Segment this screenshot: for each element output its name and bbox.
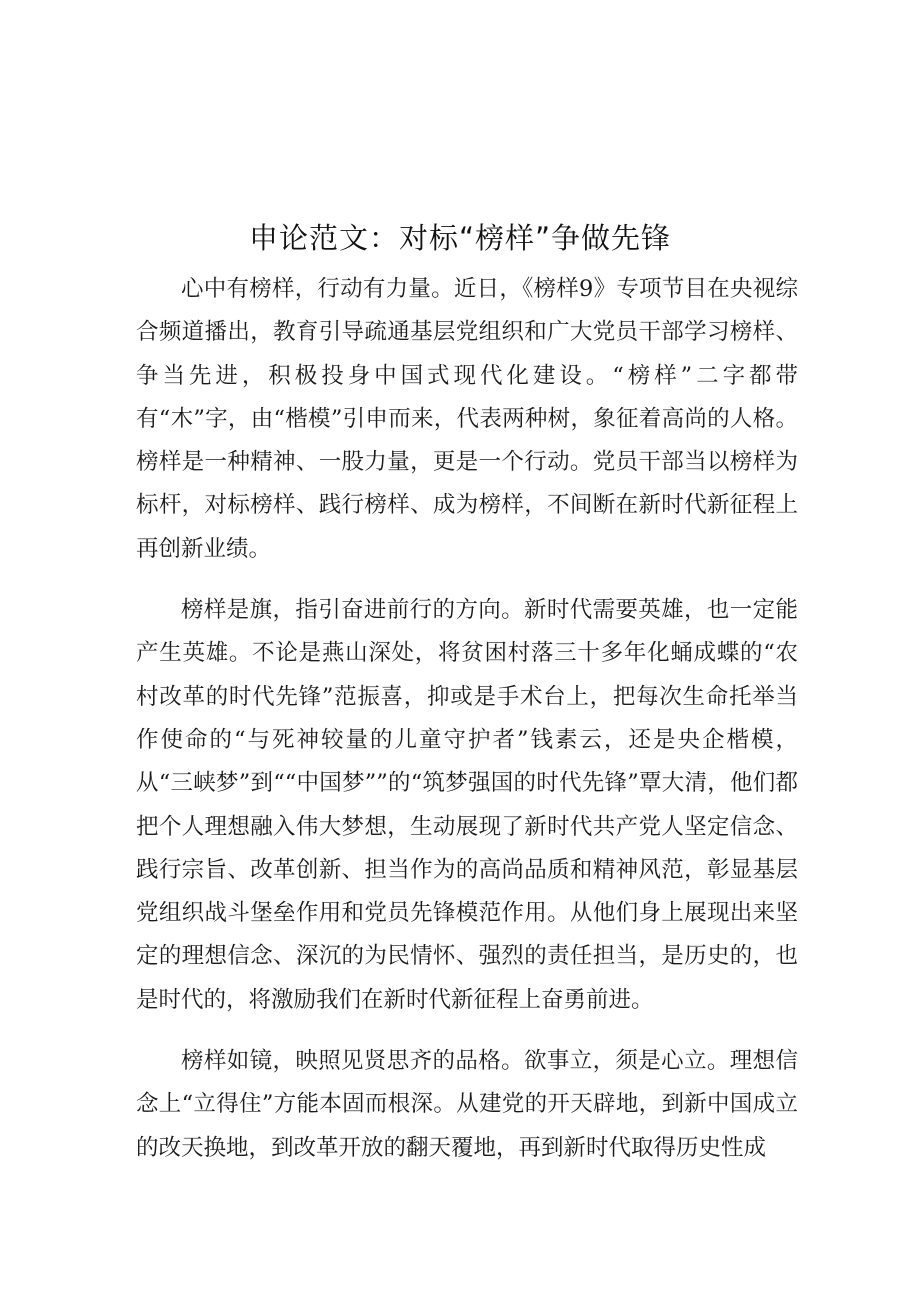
- paragraph-3: 榜样如镜，映照见贤思齐的品格。欲事立，须是心立。理想信念上“立得住”方能本固而根深。从建党的开天辟地，到新中国成立的改天换地，到改革开放的翻天覆地，再到新时代取得历史性成: [136, 1048, 798, 1161]
- paragraph-1: 心中有榜样，行动有力量。近日，《榜样9》专项节目在央视综合频道播出，教育引导疏通基层党组织和广大党员干部学习榜样、争当先进，积极投身中国式现代化建设。“榜样”二字都带有“木”字，由“楷模”引申而来，代表两种树，象征着高尚的人格。榜样是一种精神、一股力量，更是一个行动。党员干部当以榜样为标杆，对标榜样、践行榜样、成为榜样，不间断在新时代新征程上再创新业绩。: [136, 276, 798, 562]
- paragraph-2: 榜样是旗，指引奋进前行的方向。新时代需要英雄，也一定能产生英雄。不论是燕山深处，将贫困村落三十多年化蛹成蝶的“农村改革的时代先锋”范振喜，抑或是手术台上，把每次生命托举当作使命的“与死神较量的儿童守护者”钱素云，还是央企楷模，从“三峡梦”到““中国梦””的“筑梦强国的时代先锋”覃大清，他们都把个人理想融入伟大梦想，生动展现了新时代共产党人坚定信念、践行宗旨、改革创新、担当作为的高尚品质和精神风范，彰显基层党组织战斗堡垒作用和党员先锋模范作用。从他们身上展现出来坚定的理想信念、深沉的为民情怀、强烈的责任担当，是历史的，也是时代的，将激励我们在新时代新征程上奋勇前进。: [136, 597, 798, 1013]
- document-body: [136, 268, 798, 1188]
- document-title: 申论范文：对标“榜样”争做先锋: [248, 221, 672, 255]
